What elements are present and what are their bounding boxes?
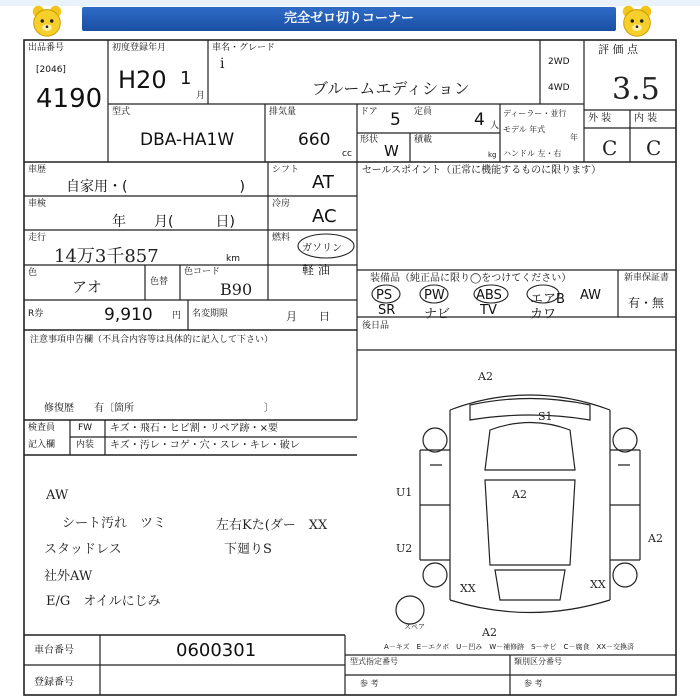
mileage: 14万3千857 bbox=[54, 246, 159, 267]
shape: W bbox=[384, 142, 399, 160]
month-unit: 月 bbox=[196, 91, 206, 101]
diag-mark-4: A2 bbox=[512, 488, 527, 501]
diag-mark-9: A2 bbox=[482, 626, 497, 639]
name-change: 月 日 bbox=[286, 310, 330, 323]
diag-mark-8: XX bbox=[590, 578, 606, 591]
2wd-label: 2WD bbox=[548, 57, 570, 67]
exterior-grade: C bbox=[602, 136, 618, 160]
car-name-mark: i bbox=[220, 56, 225, 72]
spare-label: スペア bbox=[404, 623, 425, 631]
recycle-fee: 9,910 bbox=[104, 305, 153, 325]
seats: 4 bbox=[474, 110, 485, 130]
inspection: 年 月( 日) bbox=[112, 214, 235, 230]
color: アオ bbox=[72, 278, 102, 296]
damage-legend: A－キズ E－エクボ U－凹み W－補修跡 S－サビ C－腐食 XX－交換済 bbox=[384, 643, 635, 651]
cc-unit: cc bbox=[342, 149, 352, 159]
note-left-5: E/G オイルにじみ bbox=[46, 594, 161, 609]
note-left-2: シート汚れ ツミ bbox=[62, 516, 167, 531]
exterior-label: 外 装 bbox=[588, 113, 612, 124]
repair-history: 修復歴 有〔箇所 〕 bbox=[44, 403, 274, 414]
type-number-label: 型式指定番号 bbox=[350, 657, 398, 666]
equip-aw: AW bbox=[580, 288, 602, 303]
name-change-label: 名変期限 bbox=[192, 309, 229, 319]
fuel-gas: ガソリン bbox=[302, 243, 342, 254]
warranty: 有・無 bbox=[628, 296, 665, 310]
note-left-1: AW bbox=[46, 488, 69, 503]
doors-label: ドア bbox=[360, 107, 378, 117]
year-unit: 年 bbox=[570, 133, 578, 142]
seats-label: 定員 bbox=[414, 107, 433, 117]
equip-leather: カワ bbox=[530, 307, 557, 322]
shift: AT bbox=[312, 172, 334, 193]
score-label: 評 価 点 bbox=[598, 43, 638, 56]
recycle-label: R券 bbox=[28, 309, 44, 319]
dealer-label: ディーラー・並行 bbox=[503, 109, 567, 118]
lot-number: 4190 bbox=[36, 84, 103, 114]
model: DBA-HA1W bbox=[140, 130, 235, 150]
warranty-label: 新車保証書 bbox=[624, 273, 670, 283]
chassis-number: 0600301 bbox=[176, 640, 257, 661]
interior-items: キズ・汚レ・コゲ・穴・スレ・キレ・破レ bbox=[110, 440, 300, 451]
seats-unit: 人 bbox=[490, 121, 500, 131]
diag-mark-7: XX bbox=[460, 582, 476, 595]
equip-airbag: エアB bbox=[530, 292, 565, 307]
car-name-label: 車名・グレード bbox=[212, 43, 276, 53]
cc-label: 排気量 bbox=[269, 107, 297, 117]
lot-label: 出品番号 bbox=[28, 43, 65, 53]
aircon-label: 冷房 bbox=[272, 199, 291, 209]
shape-label: 形状 bbox=[360, 135, 379, 145]
km-unit: km bbox=[226, 254, 240, 264]
registration-label: 登録番号 bbox=[34, 677, 74, 688]
model-year-label: モデル 年式 bbox=[503, 125, 546, 134]
sales-point-title: セールスポイント（正常に機能するものに限ります） bbox=[362, 165, 602, 176]
equip-sr: SR bbox=[378, 303, 396, 318]
first-registration-label: 初度登録年月 bbox=[112, 43, 167, 53]
handle-label: ハンドル 左・右 bbox=[503, 149, 562, 158]
reference-label: 参 考 bbox=[360, 679, 379, 688]
diag-mark-6: A2 bbox=[648, 532, 663, 545]
usage-label: 車歴 bbox=[28, 165, 47, 175]
diag-mark-5: U2 bbox=[396, 542, 413, 555]
equip-ps: PS bbox=[376, 288, 393, 303]
interior-label: 内 装 bbox=[634, 113, 658, 124]
registration-month: 1 bbox=[180, 68, 192, 89]
yen-unit: 円 bbox=[172, 311, 182, 321]
diag-mark-3: U1 bbox=[396, 486, 413, 499]
4wd-label: 4WD bbox=[548, 83, 570, 93]
fw-items: キズ・飛石・ヒビ割・リペア跡・×要 bbox=[110, 423, 278, 434]
color-label: 色 bbox=[28, 268, 38, 278]
mileage-label: 走行 bbox=[28, 233, 47, 243]
load-label: 積載 bbox=[414, 135, 433, 145]
inspector-label-2: 記入欄 bbox=[28, 440, 56, 450]
interior-grade: C bbox=[646, 136, 662, 160]
equipment-title: 装備品（純正品に限り◯をつけてください） bbox=[370, 273, 572, 284]
kg-unit: kg bbox=[488, 151, 497, 159]
model-label: 型式 bbox=[112, 107, 131, 117]
note-right-1: 左右Kた(ダー XX bbox=[216, 518, 328, 533]
color-change-label: 色替 bbox=[150, 277, 169, 287]
equip-navi: ナビ bbox=[424, 307, 451, 322]
inspection-label: 車検 bbox=[28, 199, 47, 209]
note-left-3: スタッドレス bbox=[44, 542, 122, 557]
score: 3.5 bbox=[612, 72, 660, 107]
banner-title: 完全ゼロ切りコーナー bbox=[82, 7, 616, 31]
registration-year: H20 bbox=[118, 66, 167, 94]
cc: 660 bbox=[298, 130, 331, 150]
interior-row-label: 内装 bbox=[76, 440, 95, 450]
diag-mark-2: S1 bbox=[538, 410, 553, 423]
diag-mark-1: A2 bbox=[478, 370, 493, 383]
class-number-label: 類別区分番号 bbox=[514, 657, 562, 666]
reference-label-2: 参 考 bbox=[524, 679, 543, 688]
equip-abs: ABS bbox=[476, 288, 502, 303]
equip-tv: TV bbox=[480, 303, 497, 318]
usage: 自家用・( ) bbox=[66, 179, 245, 195]
rear-seat-label: 後日品 bbox=[362, 321, 390, 331]
fuel-diesel: 軽 油 bbox=[302, 263, 330, 277]
grade: ブルームエディション bbox=[312, 79, 470, 98]
color-code-label: 色コード bbox=[184, 267, 221, 277]
car-damage-diagram bbox=[380, 370, 680, 640]
notes-title: 注意事項申告欄（不具合内容等は具体的に記入して下さい） bbox=[30, 335, 274, 345]
chassis-label: 車台番号 bbox=[34, 645, 74, 656]
inspector-label: 検査員 bbox=[28, 423, 56, 433]
aircon: AC bbox=[312, 206, 337, 227]
note-right-2: 下廻りS bbox=[224, 542, 272, 557]
fuel-label: 燃料 bbox=[272, 233, 291, 243]
note-left-4: 社外AW bbox=[44, 569, 93, 584]
doors: 5 bbox=[390, 110, 401, 130]
color-code: B90 bbox=[220, 280, 253, 299]
fw-label: FW bbox=[78, 423, 93, 433]
equip-pw: PW bbox=[424, 288, 445, 303]
lot-sub: [2046] bbox=[36, 65, 66, 75]
shift-label: シフト bbox=[272, 165, 300, 175]
